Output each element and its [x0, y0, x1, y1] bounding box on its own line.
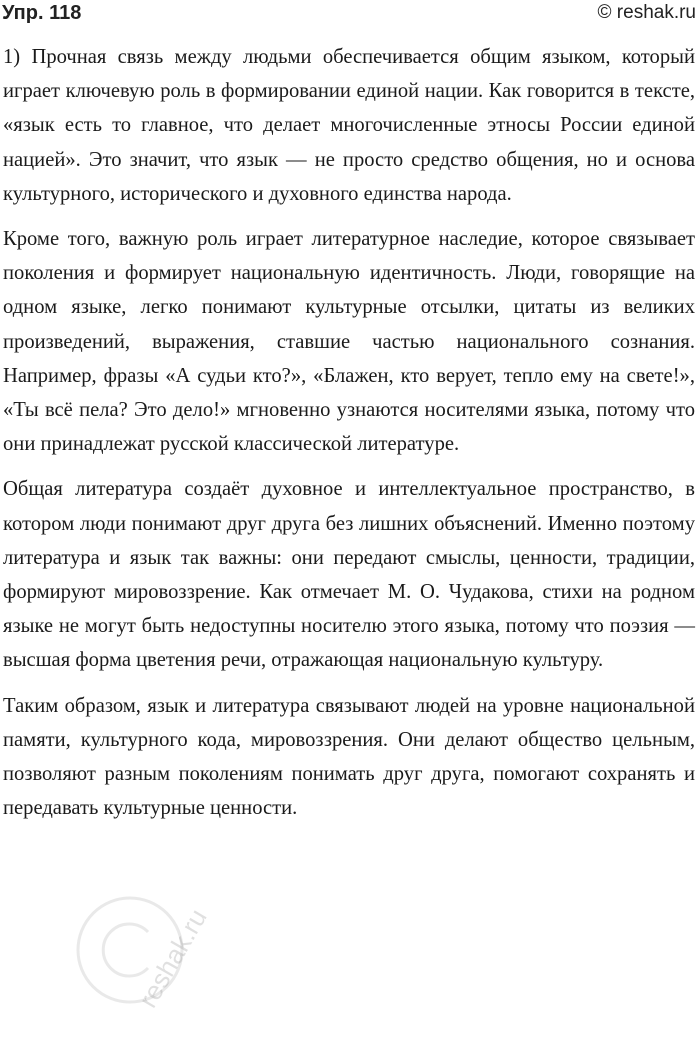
copyright-icon — [60, 880, 213, 1020]
site-credit: © reshak.ru — [597, 2, 696, 23]
paragraph-1: 1) Прочная связь между людьми обеспечивается общим языком, который играет ключевую роль в формировании единой нации. Как говорится в тексте, «язык есть то главное, что делает многочисленные этносы России единой нацией». Это значит, что язык — не просто средство общения, но и основа культурного, исторического и духовного единства народа. — [3, 46, 695, 205]
exercise-title: Упр. 118 — [2, 2, 82, 24]
watermark-text: reshak.ru — [132, 903, 213, 1013]
watermark — [60, 880, 213, 1020]
paragraph-4: Таким образом, язык и литература связывают людей на уровне национальной памяти, культурного кода, мировоззрения. Они делают общество цельным, позволяют разным поколениям понимать друг друга, помогают сохранять и передавать культурные ценности. — [3, 694, 695, 820]
answer-text — [3, 40, 695, 836]
page-header — [0, 0, 700, 30]
paragraph-2: Кроме того, важную роль играет литературное наследие, которое связывает поколения и формирует национальную идентичность. Люди, говорящие на одном языке, легко понимают культурные отсылки, цитаты из великих произведений, выражения, ставшие частью национального сознания. Например, фразы «А судьи кто?», «Блажен, кто верует, тепло ему на свете!», «Ты всё пела? Это дело!» мгновенно узнаются носителями языка, потому что они принадлежат русской классической литературе. — [3, 228, 695, 456]
paragraph-3: Общая литература создаёт духовное и интеллектуальное пространство, в котором люди понимают друг друга без лишних объяснений. Именно поэтому литература и язык так важны: они передают смыслы, ценности, традиции, формируют мировоззрение. Как отмечает М. О. Чудакова, стихи на родном языке не могут быть недоступны носителю этого языка, потому что поэзия — высшая форма цветения речи, отражающая национальную культуру. — [3, 478, 695, 672]
